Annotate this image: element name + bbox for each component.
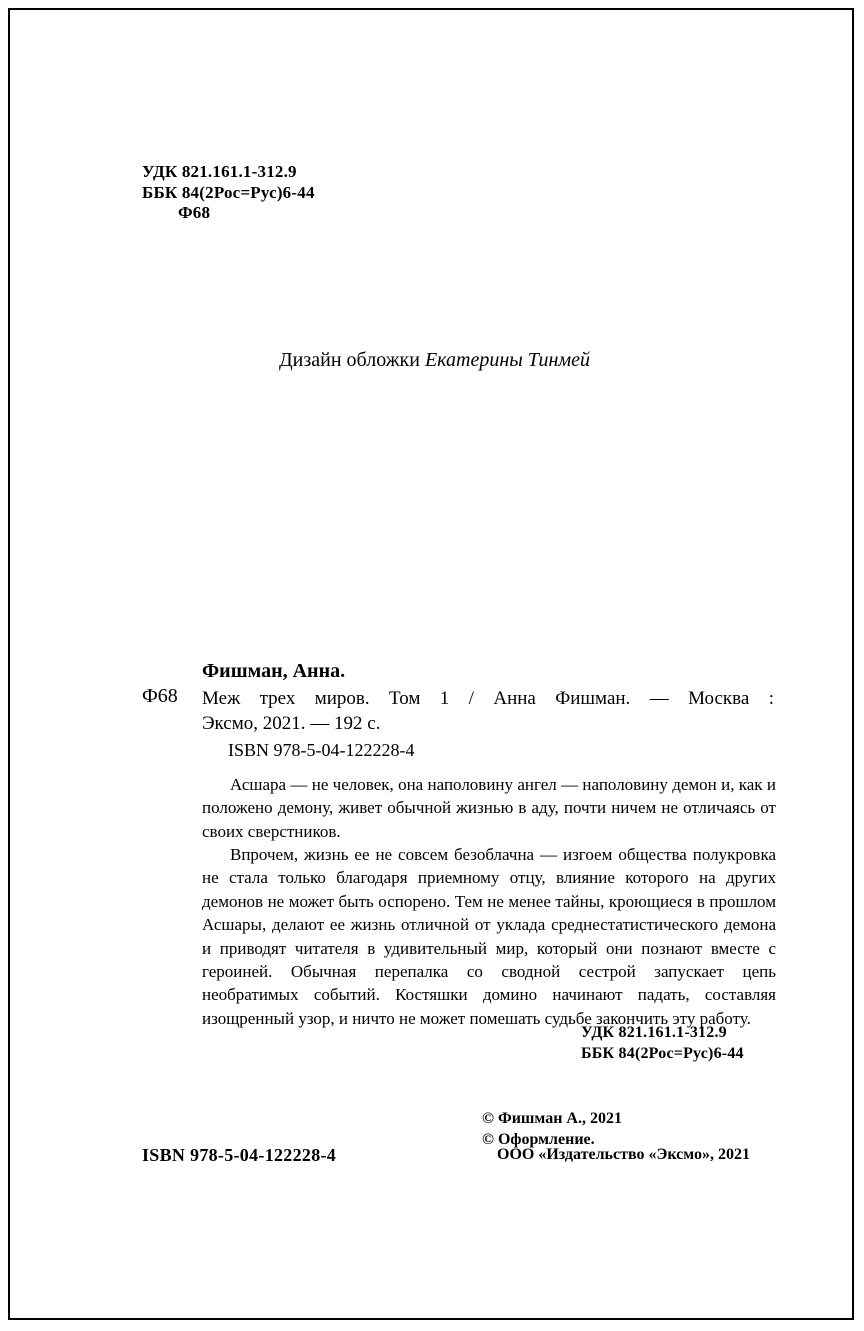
bbk-code-top: ББК 84(2Рос=Рус)6-44 xyxy=(142,183,315,202)
author-sign-top: Ф68 xyxy=(178,203,211,222)
entry-isbn: ISBN 978-5-04-122228-4 xyxy=(228,740,415,760)
bbk-code-bottom: ББК 84(2Рос=Рус)6-44 xyxy=(581,1045,744,1062)
page-border xyxy=(8,8,854,1320)
entry-author: Фишман, Анна. xyxy=(202,660,346,682)
copyright-publisher: ООО «Издательство «Эксмо», 2021 xyxy=(497,1146,750,1163)
annotation-paragraph-1: Асшара — не человек, она наполовину ангел — наполовину демон и, как и положено демону, живет обычной жизнью в аду, почти ничем не отличаясь от своих сверстников. xyxy=(202,775,776,841)
entry-author-sign: Ф68 xyxy=(142,685,178,707)
cover-designer-name: Екатерины Тинмей xyxy=(424,349,591,371)
entry-title-line-1: Меж трех миров. Том 1 / Анна Фишман. — Москва : xyxy=(202,688,774,709)
cover-design-prefix: Дизайн обложки xyxy=(279,349,425,371)
copyright-design-label: © Оформление. xyxy=(482,1131,595,1148)
copyright-author: © Фишман А., 2021 xyxy=(482,1110,622,1127)
annotation-paragraph-2: Впрочем, жизнь ее не совсем безоблачна — изгоем общества полукровка не стала только благодаря приемному отцу, влияние которого на других демонов не может быть оспорено. Тем не менее тайны, кроющиеся в прошлом Асшары, делают ее жизнь отличной от уклада среднестатистического демона и приводят читателя в удивительный мир, который они познают вместе с героиней. Обычная перепалка со сводной сестрой запускает цепь необратимых событий. Костяшки домино начинают падать, составляя изощренный узор, и ничто не может помешать судьбе закончить эту работу. xyxy=(202,845,776,1028)
entry-title-line-2: Эксмо, 2021. — 192 с. xyxy=(202,713,381,734)
udk-code-top: УДК 821.161.1-312.9 xyxy=(142,162,297,181)
isbn-bottom: ISBN 978-5-04-122228-4 xyxy=(142,1145,337,1165)
udk-code-bottom: УДК 821.161.1-312.9 xyxy=(581,1024,727,1041)
cover-design-credit xyxy=(279,349,590,372)
